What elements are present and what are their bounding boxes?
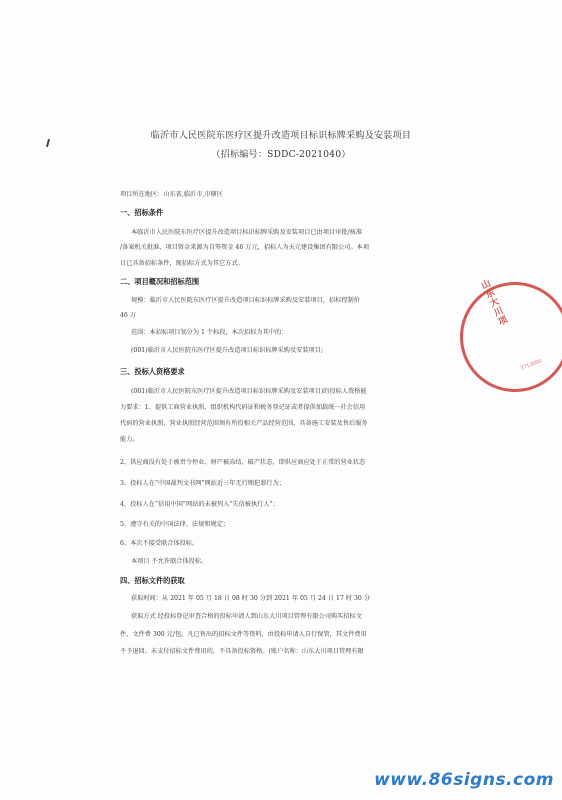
section-3-line: 本项目 不允许联合体投标。 (131, 558, 208, 565)
section-2-line: 范围：本招标项目划分为 1 个标段，本次招标为其中的： (131, 329, 288, 336)
section-3-line: 3、投标人在“中国裁判文书网”网站近三年无行贿犯罪行为； (120, 480, 285, 487)
project-location: 项目所在地区：山东省,临沂市,市辖区 (120, 191, 223, 198)
section-3-line: (001)临沂市人民医院东医疗区提升改造项目标识标牌采购及安装项目)的投标人资格能 (131, 388, 367, 395)
section-heading-4: 四、招标文件的获取 (120, 576, 185, 585)
company-stamp (460, 282, 562, 392)
document-title: 临沂市人民医院东医疗区提升改造项目标识标牌采购及安装项目 (150, 131, 412, 141)
section-heading-2: 二、项目概况和招标范围 (120, 277, 200, 286)
section-4-line: 获取时间：从 2021 年 05 月 18 日 08 时 30 分到 2021 年 05 月 24 日 17 时 30 分 (131, 595, 371, 602)
section-4-line: 不予退回。未支付招标文件费用的，不具备投标资格。(账户名称：山东大川项目管理有限 (120, 648, 364, 655)
section-1-line: /备案机关批准，项目资金来源为自筹资金 46 万元，招标人为天元建设集团有限公司。本项 (120, 244, 370, 251)
site-watermark: www.86signs.com (374, 770, 554, 790)
section-3-line: 代码的营业执照，营业执照经营范围须有所投相关产品经营范围，具备施工安装及售后服务 (120, 420, 368, 427)
section-2-line: 规模：临沂市人民医院东医疗区提升改造项目标识标牌采购及安装项目，招标控制价 (131, 297, 360, 304)
section-3-line: 4、投标人在“信用中国”网站的未被列入“失信被执行人”； (120, 501, 279, 508)
section-4-line: 获取方式 经投标登记审查合格的投标申请人到山东大川项目管理有限公司购买招标文 (131, 613, 362, 620)
section-4-line: 件，文件费 300 元/包，凡已售出的招标文件等资料，由投标申请人自行保管，其文件费用 (120, 631, 367, 638)
section-2-line: (001)临沂市人民医院东医疗区提升改造项目标识标牌采购及安装项目; (131, 347, 323, 354)
section-heading-3: 三、投标人资格要求 (120, 367, 185, 376)
bid-number: （招标编号：SDDC-2021040） (211, 150, 351, 160)
section-heading-1: 一、招标条件 (120, 208, 164, 217)
section-3-line: 5、遵守有关的中国法律、法规和规定； (120, 521, 230, 528)
section-1-line: 本临沂市人民医院东医疗区提升改造项目标识标牌采购及安装项目已由项目审批/核准 (131, 229, 363, 236)
section-3-line: 力要求：1、提供工商营业执照、组织机构代码证和税务登记证或者提供加载统一社会信用 (120, 404, 366, 411)
section-3-line: 2、供应商没有处于被责令停业、财产被冻结，破产状态，即供应商应处于正常的营业状态 (120, 459, 366, 466)
section-1-line: 目已具备招标条件，现招标方式为其它方式。 (120, 260, 244, 267)
section-2-line: 46 万 (120, 312, 137, 319)
stamp-number: 3713000 (519, 358, 543, 372)
stamp-text: 山东大川项 (477, 278, 509, 328)
section-3-line: 6、本次不接受联合体投标。 (120, 540, 199, 547)
section-3-line: 能力。 (120, 436, 139, 443)
